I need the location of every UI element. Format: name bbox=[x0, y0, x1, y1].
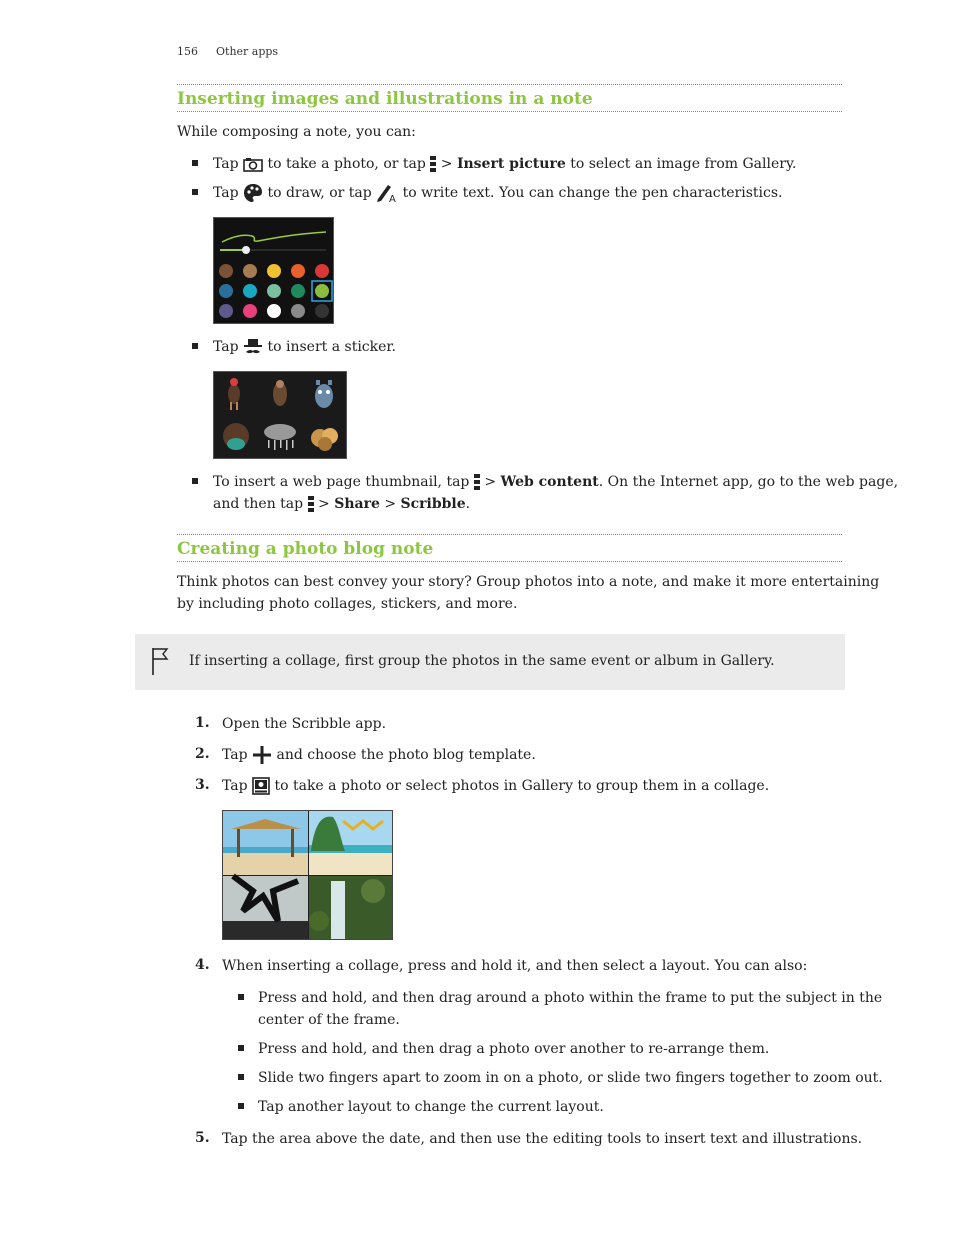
collage-beach-hut bbox=[223, 811, 308, 875]
sticker-hedgehog-dancer bbox=[228, 378, 240, 410]
section-name: Other apps bbox=[216, 45, 279, 58]
page-number: 156 bbox=[177, 45, 198, 58]
sticker-hedgehog-teal bbox=[223, 423, 249, 450]
color-swatch[interactable] bbox=[315, 284, 329, 298]
bullet bbox=[238, 994, 244, 1000]
divider bbox=[177, 534, 842, 535]
divider bbox=[177, 84, 842, 85]
color-swatch[interactable] bbox=[291, 284, 305, 298]
photo-collage-icon bbox=[252, 777, 270, 795]
color-swatch[interactable] bbox=[291, 304, 305, 318]
collage-screenshot bbox=[222, 810, 393, 940]
bullet-camera: Tap to take a photo, or tap > Insert picture to select an image from Gallery. bbox=[213, 156, 797, 172]
pen-text-icon bbox=[376, 183, 398, 203]
color-swatch[interactable] bbox=[243, 264, 257, 278]
color-swatch[interactable] bbox=[219, 304, 233, 318]
color-swatch[interactable] bbox=[219, 284, 233, 298]
divider bbox=[177, 111, 842, 112]
bullet bbox=[238, 1103, 244, 1109]
color-swatch[interactable] bbox=[243, 284, 257, 298]
step-text: Open the Scribble app. bbox=[222, 716, 387, 732]
sticker-hedgehog-standing bbox=[273, 380, 287, 406]
sticker-cloud-rain bbox=[264, 424, 296, 450]
bullet bbox=[192, 478, 198, 484]
flag-icon bbox=[150, 646, 170, 676]
sub-bullet-text: Press and hold, and then drag around a photo within the frame to put the subject in the bbox=[258, 990, 883, 1006]
collage-palm-sunset bbox=[223, 876, 308, 939]
step-number: 1. bbox=[195, 715, 210, 731]
more-menu-icon bbox=[474, 473, 480, 491]
sticker-bush bbox=[311, 428, 338, 451]
note-box bbox=[135, 634, 845, 690]
collage-island bbox=[309, 811, 392, 875]
bullet bbox=[192, 343, 198, 349]
color-swatch[interactable] bbox=[267, 304, 281, 318]
bullet bbox=[192, 189, 198, 195]
note-text: If inserting a collage, first group the photos in the same event or album in Gallery. bbox=[189, 653, 775, 669]
color-swatch[interactable] bbox=[267, 264, 281, 278]
step-text: Tap the area above the date, and then use the editing tools to insert text and illustrations. bbox=[222, 1131, 863, 1147]
sub-bullet-text: Slide two fingers apart to zoom in on a photo, or slide two fingers together to zoom out. bbox=[258, 1070, 883, 1086]
paragraph-line: by including photo collages, stickers, and more. bbox=[177, 596, 518, 612]
plus-icon bbox=[252, 745, 272, 765]
step-number: 3. bbox=[195, 777, 210, 793]
step-text: Tap and choose the photo blog template. bbox=[222, 747, 536, 763]
sticker-icon bbox=[243, 338, 263, 356]
svg-text:A: A bbox=[389, 194, 396, 203]
bullet bbox=[238, 1045, 244, 1051]
bullet-draw: Tap to draw, or tap A to write text. You can change the pen characteristics. bbox=[213, 185, 783, 203]
color-swatch[interactable] bbox=[291, 264, 305, 278]
bullet bbox=[192, 160, 198, 166]
step-text: Tap to take a photo or select photos in Gallery to group them in a collage. bbox=[222, 778, 770, 794]
bullet bbox=[238, 1074, 244, 1080]
step-number: 4. bbox=[195, 957, 210, 973]
divider bbox=[177, 561, 842, 562]
color-swatch[interactable] bbox=[219, 264, 233, 278]
paragraph-line: Think photos can best convey your story? Group photos into a note, and make it more entertaining bbox=[177, 574, 880, 590]
color-swatch[interactable] bbox=[243, 304, 257, 318]
color-swatch[interactable] bbox=[267, 284, 281, 298]
more-menu-icon bbox=[430, 155, 436, 173]
color-swatch[interactable] bbox=[315, 304, 329, 318]
bullet-web-line1: To insert a web page thumbnail, tap > Web content. On the Internet app, go to the web page, bbox=[213, 474, 899, 490]
palette-icon bbox=[243, 183, 263, 203]
color-swatch[interactable] bbox=[315, 264, 329, 278]
step-text: When inserting a collage, press and hold it, and then select a layout. You can also: bbox=[222, 958, 808, 974]
intro-text: While composing a note, you can: bbox=[177, 124, 416, 140]
collage-waterfall bbox=[309, 876, 392, 939]
sub-bullet-text: center of the frame. bbox=[258, 1012, 400, 1028]
sub-bullet-text: Tap another layout to change the current layout. bbox=[258, 1099, 604, 1115]
section-title-inserting: Inserting images and illustrations in a note bbox=[177, 89, 593, 109]
section-title-photo-blog: Creating a photo blog note bbox=[177, 539, 434, 559]
step-number: 2. bbox=[195, 746, 210, 762]
sub-bullet-text: Press and hold, and then drag a photo over another to re-arrange them. bbox=[258, 1041, 770, 1057]
sticker-monster bbox=[315, 380, 333, 408]
more-menu-icon bbox=[308, 495, 314, 513]
bullet-sticker: Tap to insert a sticker. bbox=[213, 339, 397, 355]
camera-icon bbox=[243, 157, 263, 172]
pen-palette-screenshot bbox=[213, 217, 334, 324]
sticker-screenshot bbox=[213, 371, 347, 459]
bullet-web-line2: and then tap > Share > Scribble. bbox=[213, 496, 471, 512]
step-number: 5. bbox=[195, 1130, 210, 1146]
